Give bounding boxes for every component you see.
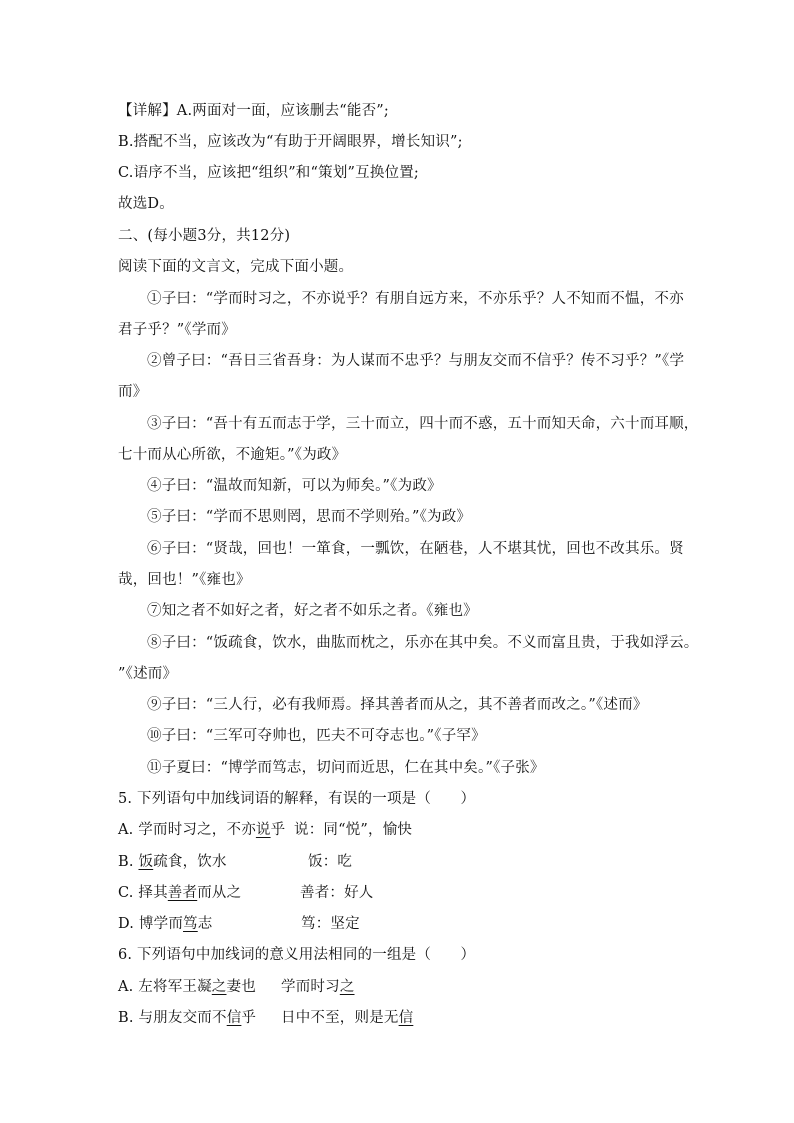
question-5-option-c: [118, 883, 374, 903]
option-text-post: 而从之: [197, 885, 242, 901]
passage-2-line-1: ②曾子曰：“吾日三省吾身：为人谋而不忠乎？与朋友交而不信乎？传不习乎？”《学: [147, 353, 685, 369]
passage-9: ⑨子曰：“三人行，必有我师焉。择其善者而从之，其不善者而改之。”《述而》: [147, 697, 648, 713]
question-6-option-a: [118, 977, 355, 997]
option-text-post: 妻也: [226, 979, 256, 995]
comparison-text-pre: 日中不至，则是无: [281, 1010, 399, 1026]
question-6-stem: 6. 下列语句中加线词的意义用法相同的一组是（ ）: [118, 947, 476, 963]
question-5-option-d: [118, 914, 360, 934]
underlined-word: 之: [339, 979, 355, 995]
option-comparison: [281, 1008, 413, 1028]
option-text-post: 乎: [270, 822, 286, 838]
passage-2-line-2: 而》: [118, 384, 148, 400]
question-5-stem: 5. 下列语句中加线词语的解释，有误的一项是（ ）: [118, 791, 476, 807]
option-comparison: [281, 977, 355, 997]
option-text-pre: B.: [118, 854, 139, 870]
option-explanation: 说：同“悦”，愉快: [294, 822, 413, 838]
passage-5: ⑤子曰：“学而不思则罔，思而不学则殆。”《为政》: [147, 509, 472, 525]
option-text-pre: D. 博学而: [118, 916, 184, 932]
underlined-word: 善者: [167, 885, 198, 901]
underlined-word: 笃: [183, 916, 198, 932]
option-text-pre: A. 学而时习之，不亦: [118, 822, 256, 838]
passage-11: ⑪子夏曰：“博学而笃志，切问而近思，仁在其中矣。”《子张》: [147, 760, 545, 776]
underlined-word: 信: [226, 1010, 242, 1026]
passage-8-line-2: ”《述而》: [118, 666, 178, 682]
passage-3-line-1: ③子曰：“吾十有五而志于学，三十而立，四十而不惑，五十而知天命，六十而耳顺，: [147, 416, 699, 432]
passage-8-line-1: ⑧子曰：“饭疏食，饮水，曲肱而枕之，乐亦在其中矣。不义而富且贵，于我如浮云。: [147, 635, 699, 651]
option-explanation: 笃：坚定: [301, 916, 360, 932]
underlined-word: 饭: [138, 854, 154, 870]
underlined-word: 信: [398, 1010, 414, 1026]
explanation-line-3: C.语序不当，应该把“组织”和“策划”互换位置;: [118, 165, 420, 181]
passage-4: ④子曰：“温故而知新，可以为师矣。”《为政》: [147, 478, 442, 494]
question-5-option-a: [118, 820, 413, 840]
explanation-line-2: B.搭配不当，应该改为“有助于开阔眼界，增长知识”;: [118, 134, 463, 150]
passage-1-line-1: ①子曰：“学而时习之，不亦说乎？有朋自远方来，不亦乐乎？人不知而不愠，不亦: [147, 291, 684, 307]
passage-10: ⑩子曰：“三军可夺帅也，匹夫不可夺志也。”《子罕》: [147, 728, 486, 744]
option-text-pre: B. 与朋友交而不: [118, 1010, 227, 1026]
passage-1-line-2: 君子乎？”《学而》: [118, 322, 236, 338]
option-explanation: 善者：好人: [300, 885, 374, 901]
option-text-post: 志: [197, 916, 213, 932]
option-text-post: 乎: [241, 1010, 257, 1026]
passage-6-line-1: ⑥子曰：“贤哉，回也！一箪食，一瓢饮，在陋巷，人不堪其忧，回也不改其乐。贤: [147, 541, 684, 557]
explanation-line-4: 故选D。: [118, 196, 174, 212]
comparison-text-pre: 学而时习: [281, 979, 340, 995]
question-6-option-b: [118, 1008, 414, 1028]
option-text-pre: A. 左将军王凝: [118, 979, 212, 995]
explanation-line-1: 【详解】A.两面对一面，应该删去“能否”;: [118, 103, 389, 119]
section-heading: 二、(每小题3分，共12分): [118, 228, 291, 244]
section-instruction: 阅读下面的文言文，完成下面小题。: [118, 259, 354, 275]
passage-7: ⑦知之者不如好之者，好之者不如乐之者。《雍也》: [147, 603, 478, 619]
underlined-word: 说: [255, 822, 271, 838]
option-text-post: 疏食，饮水: [153, 854, 227, 870]
passage-6-line-2: 哉，回也！”《雍也》: [118, 572, 251, 588]
question-5-option-b: [118, 852, 353, 872]
option-explanation: 饭：吃: [308, 854, 353, 870]
passage-3-line-2: 七十而从心所欲，不逾矩。”《为政》: [118, 447, 347, 463]
option-text-pre: C. 择其: [118, 885, 168, 901]
underlined-word: 之: [211, 979, 227, 995]
